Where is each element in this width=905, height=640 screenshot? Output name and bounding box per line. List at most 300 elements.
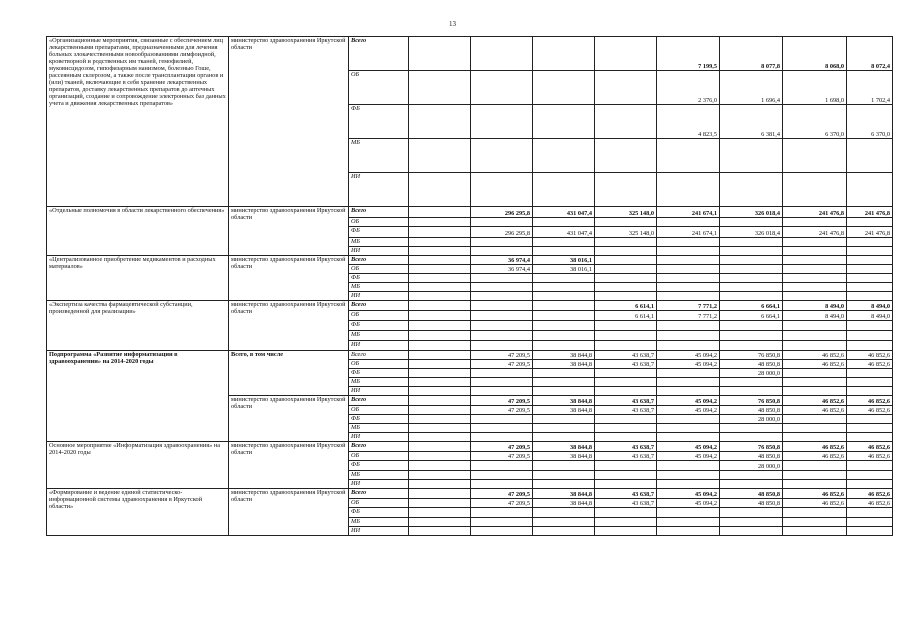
value-cell — [847, 508, 893, 518]
value-cell: 48 850,8 — [720, 360, 783, 369]
value-cell — [471, 387, 533, 396]
value-cell — [657, 218, 720, 227]
funding-table — [46, 36, 893, 536]
empty-cell — [409, 415, 471, 424]
funding-source: ОБ — [349, 452, 409, 461]
value-cell: 38 844,8 — [533, 442, 595, 452]
value-cell — [657, 256, 720, 265]
value-cell: 296 295,8 — [471, 227, 533, 238]
value-cell: 45 094,2 — [657, 406, 720, 415]
empty-cell — [409, 321, 471, 331]
value-cell — [847, 292, 893, 301]
value-cell — [595, 518, 657, 527]
table-row — [47, 207, 893, 218]
value-cell — [533, 238, 595, 247]
value-cell: 326 018,4 — [720, 207, 783, 218]
value-cell — [783, 218, 847, 227]
value-cell — [657, 265, 720, 274]
value-cell: 38 844,8 — [533, 351, 595, 360]
value-cell: 28 000,0 — [720, 369, 783, 378]
value-cell: 45 094,2 — [657, 396, 720, 406]
value-cell — [595, 292, 657, 301]
value-cell — [533, 311, 595, 321]
empty-cell — [409, 283, 471, 292]
value-cell — [783, 173, 847, 207]
funding-source: ФБ — [349, 508, 409, 518]
value-cell — [471, 433, 533, 442]
value-cell — [720, 331, 783, 341]
value-cell: 45 094,2 — [657, 489, 720, 499]
value-cell: 36 974,4 — [471, 256, 533, 265]
value-cell — [533, 387, 595, 396]
value-cell: 241 674,1 — [657, 227, 720, 238]
value-cell — [783, 527, 847, 536]
value-cell: 241 476,8 — [783, 207, 847, 218]
value-cell: 8 494,0 — [847, 311, 893, 321]
funding-source: ОБ — [349, 499, 409, 508]
value-cell — [533, 247, 595, 256]
value-cell: 6 381,4 — [720, 105, 783, 139]
value-cell — [847, 369, 893, 378]
value-cell — [657, 247, 720, 256]
value-cell — [657, 433, 720, 442]
value-cell: 8 494,0 — [783, 311, 847, 321]
empty-cell — [409, 71, 471, 105]
value-cell: 46 852,6 — [783, 499, 847, 508]
empty-cell — [409, 37, 471, 71]
value-cell — [720, 321, 783, 331]
value-cell — [471, 331, 533, 341]
empty-cell — [409, 274, 471, 283]
funding-source: ИИ — [349, 341, 409, 351]
value-cell: 45 094,2 — [657, 452, 720, 461]
funding-source: Всего — [349, 207, 409, 218]
value-cell: 47 209,5 — [471, 442, 533, 452]
value-cell — [595, 424, 657, 433]
value-cell — [720, 341, 783, 351]
funding-source: ФБ — [349, 105, 409, 139]
value-cell — [783, 274, 847, 283]
value-cell: 38 016,1 — [533, 265, 595, 274]
value-cell: 45 094,2 — [657, 442, 720, 452]
value-cell — [783, 292, 847, 301]
value-cell — [595, 369, 657, 378]
value-cell: 47 209,5 — [471, 396, 533, 406]
value-cell — [720, 378, 783, 387]
value-cell: 8 072,4 — [847, 37, 893, 71]
value-cell — [657, 527, 720, 536]
funding-source: ИИ — [349, 292, 409, 301]
value-cell: 43 638,7 — [595, 396, 657, 406]
empty-cell — [409, 360, 471, 369]
value-cell: 431 047,4 — [533, 207, 595, 218]
value-cell — [847, 461, 893, 471]
value-cell — [783, 139, 847, 173]
value-cell: 6 370,0 — [847, 105, 893, 139]
value-cell: 38 844,8 — [533, 489, 595, 499]
value-cell — [847, 173, 893, 207]
value-cell: 38 844,8 — [533, 406, 595, 415]
funding-source: ОБ — [349, 360, 409, 369]
empty-cell — [409, 442, 471, 452]
empty-cell — [409, 369, 471, 378]
funding-source: Всего — [349, 256, 409, 265]
value-cell: 43 638,7 — [595, 499, 657, 508]
funding-source: ОБ — [349, 265, 409, 274]
value-cell — [533, 378, 595, 387]
value-cell: 46 852,6 — [847, 396, 893, 406]
value-cell: 6 614,1 — [595, 301, 657, 311]
responsible-executor: министерство здравоохранения Иркутской области — [229, 301, 349, 351]
funding-source: ИИ — [349, 527, 409, 536]
value-cell — [595, 218, 657, 227]
funding-source: МБ — [349, 283, 409, 292]
value-cell: 46 852,6 — [783, 351, 847, 360]
value-cell — [533, 461, 595, 471]
funding-source: МБ — [349, 378, 409, 387]
value-cell: 8 494,0 — [783, 301, 847, 311]
value-cell: 46 852,6 — [847, 499, 893, 508]
value-cell: 7 771,2 — [657, 311, 720, 321]
value-cell: 325 148,0 — [595, 207, 657, 218]
funding-source: ФБ — [349, 321, 409, 331]
funding-source: МБ — [349, 518, 409, 527]
value-cell — [847, 341, 893, 351]
value-cell: 47 209,5 — [471, 489, 533, 499]
value-cell — [595, 461, 657, 471]
value-cell — [595, 508, 657, 518]
value-cell — [471, 71, 533, 105]
value-cell — [720, 527, 783, 536]
value-cell — [657, 508, 720, 518]
value-cell: 38 016,1 — [533, 256, 595, 265]
value-cell — [595, 238, 657, 247]
value-cell — [533, 321, 595, 331]
funding-source: Всего — [349, 351, 409, 360]
value-cell — [471, 369, 533, 378]
value-cell — [595, 37, 657, 71]
value-cell: 46 852,6 — [847, 442, 893, 452]
value-cell — [783, 369, 847, 378]
value-cell: 241 476,8 — [783, 227, 847, 238]
value-cell — [720, 173, 783, 207]
value-cell: 241 476,8 — [847, 207, 893, 218]
funding-source: МБ — [349, 331, 409, 341]
value-cell — [595, 173, 657, 207]
value-cell: 241 674,1 — [657, 207, 720, 218]
responsible-executor: министерство здравоохранения Иркутской области — [229, 396, 349, 442]
empty-cell — [409, 499, 471, 508]
funding-source: Всего — [349, 396, 409, 406]
value-cell — [783, 415, 847, 424]
empty-cell — [409, 471, 471, 480]
empty-cell — [409, 173, 471, 207]
value-cell — [657, 415, 720, 424]
value-cell — [720, 471, 783, 480]
value-cell — [533, 292, 595, 301]
value-cell — [471, 139, 533, 173]
value-cell — [657, 369, 720, 378]
value-cell — [783, 433, 847, 442]
funding-source: Всего — [349, 37, 409, 71]
responsible-executor: министерство здравоохранения Иркутской области — [229, 489, 349, 536]
value-cell — [595, 527, 657, 536]
value-cell — [657, 238, 720, 247]
value-cell: 6 664,1 — [720, 301, 783, 311]
table-row — [47, 256, 893, 265]
value-cell — [471, 283, 533, 292]
responsible-executor: Всего, в том числе — [229, 351, 349, 396]
value-cell — [657, 331, 720, 341]
value-cell — [533, 480, 595, 489]
empty-cell — [409, 207, 471, 218]
value-cell — [783, 471, 847, 480]
value-cell — [533, 218, 595, 227]
value-cell — [783, 238, 847, 247]
value-cell — [783, 378, 847, 387]
event-description: Подпрограмма «Развитие информатизации в здравоохранении» на 2014-2020 годы — [47, 351, 229, 442]
responsible-executor: министерство здравоохранения Иркутской области — [229, 37, 349, 207]
value-cell: 48 850,8 — [720, 489, 783, 499]
value-cell — [471, 274, 533, 283]
value-cell — [471, 292, 533, 301]
table-row — [47, 301, 893, 311]
value-cell — [847, 471, 893, 480]
empty-cell — [409, 238, 471, 247]
empty-cell — [409, 105, 471, 139]
value-cell — [847, 139, 893, 173]
value-cell — [595, 274, 657, 283]
responsible-executor: министерство здравоохранения Иркутской области — [229, 442, 349, 489]
value-cell — [847, 238, 893, 247]
value-cell: 1 696,4 — [720, 71, 783, 105]
value-cell: 43 638,7 — [595, 406, 657, 415]
value-cell — [595, 341, 657, 351]
funding-source: ОБ — [349, 406, 409, 415]
value-cell: 47 209,5 — [471, 499, 533, 508]
event-description: «Централизованное приобретение медикаментов и расходных материалов» — [47, 256, 229, 301]
value-cell: 48 850,8 — [720, 452, 783, 461]
value-cell — [471, 508, 533, 518]
empty-cell — [409, 341, 471, 351]
value-cell: 45 094,2 — [657, 499, 720, 508]
empty-cell — [409, 351, 471, 360]
value-cell — [657, 274, 720, 283]
value-cell — [533, 37, 595, 71]
empty-cell — [409, 433, 471, 442]
value-cell — [847, 433, 893, 442]
value-cell — [471, 301, 533, 311]
value-cell — [595, 265, 657, 274]
value-cell — [720, 218, 783, 227]
value-cell: 47 209,5 — [471, 351, 533, 360]
empty-cell — [409, 387, 471, 396]
value-cell: 326 018,4 — [720, 227, 783, 238]
value-cell: 76 850,8 — [720, 351, 783, 360]
value-cell — [720, 283, 783, 292]
funding-source: Всего — [349, 301, 409, 311]
value-cell — [533, 341, 595, 351]
empty-cell — [409, 424, 471, 433]
event-description: Основное мероприятие «Информатизация здравоохранения» на 2014-2020 годы — [47, 442, 229, 489]
value-cell — [471, 37, 533, 71]
value-cell — [533, 139, 595, 173]
funding-source: ИИ — [349, 173, 409, 207]
funding-source: ОБ — [349, 218, 409, 227]
value-cell: 431 047,4 — [533, 227, 595, 238]
value-cell — [657, 518, 720, 527]
value-cell — [595, 247, 657, 256]
value-cell: 38 844,8 — [533, 499, 595, 508]
value-cell: 46 852,6 — [783, 452, 847, 461]
value-cell — [847, 527, 893, 536]
value-cell: 6 614,1 — [595, 311, 657, 321]
value-cell — [783, 518, 847, 527]
value-cell: 76 850,8 — [720, 396, 783, 406]
funding-source: ОБ — [349, 71, 409, 105]
event-description: «Организационные мероприятия, связанные с обеспечением лиц лекарственными препаратами, предназначенными для лечения больных злокачественными новообразованиями лимфоидной, кроветворной и родственных им тканей, гемофилией, муковисцидозом, гипофизарным нанизмом, болезнью Гоше, рассеянным склерозом, а также после трансплантации органов и (или) тканей, включающие в себя хранение лекарственных препаратов, доставку лекарственных препаратов до аптечных организаций, создание и сопровождение электронных баз данных учета и движения лекарственных препаратов» — [47, 37, 229, 207]
value-cell — [657, 471, 720, 480]
empty-cell — [409, 265, 471, 274]
value-cell — [595, 331, 657, 341]
value-cell — [847, 424, 893, 433]
funding-source: ИИ — [349, 387, 409, 396]
funding-source: МБ — [349, 424, 409, 433]
empty-cell — [409, 508, 471, 518]
empty-cell — [409, 406, 471, 415]
table-row — [47, 442, 893, 452]
value-cell: 43 638,7 — [595, 452, 657, 461]
value-cell — [720, 508, 783, 518]
value-cell: 43 638,7 — [595, 351, 657, 360]
value-cell — [595, 378, 657, 387]
empty-cell — [409, 139, 471, 173]
value-cell — [720, 247, 783, 256]
value-cell — [533, 301, 595, 311]
value-cell — [471, 461, 533, 471]
value-cell — [533, 471, 595, 480]
value-cell — [595, 433, 657, 442]
event-description: «Экспертиза качества фармацевтической субстанции, произведенной для реализации» — [47, 301, 229, 351]
value-cell — [471, 518, 533, 527]
funding-source: ФБ — [349, 227, 409, 238]
value-cell — [595, 139, 657, 173]
value-cell: 43 638,7 — [595, 360, 657, 369]
value-cell — [783, 283, 847, 292]
value-cell — [471, 247, 533, 256]
value-cell — [847, 518, 893, 527]
value-cell — [657, 341, 720, 351]
value-cell — [595, 387, 657, 396]
value-cell — [657, 139, 720, 173]
value-cell — [783, 331, 847, 341]
value-cell — [847, 247, 893, 256]
value-cell — [533, 173, 595, 207]
funding-source: ИИ — [349, 247, 409, 256]
value-cell — [471, 480, 533, 489]
value-cell — [720, 387, 783, 396]
value-cell — [595, 415, 657, 424]
empty-cell — [409, 218, 471, 227]
funding-source: ФБ — [349, 461, 409, 471]
value-cell: 38 844,8 — [533, 452, 595, 461]
value-cell: 46 852,6 — [847, 351, 893, 360]
value-cell — [783, 341, 847, 351]
event-description: «Отдельные полномочия в области лекарственного обеспечения» — [47, 207, 229, 256]
funding-source: МБ — [349, 471, 409, 480]
value-cell — [471, 471, 533, 480]
value-cell — [847, 480, 893, 489]
funding-source: МБ — [349, 238, 409, 247]
empty-cell — [409, 311, 471, 321]
value-cell — [783, 461, 847, 471]
value-cell — [847, 331, 893, 341]
value-cell: 8 494,0 — [847, 301, 893, 311]
funding-source: ФБ — [349, 274, 409, 283]
empty-cell — [409, 378, 471, 387]
event-description: «Формирование и ведение единой статистическо-информационной системы здравоохранения в Иркутской области» — [47, 489, 229, 536]
value-cell — [533, 105, 595, 139]
value-cell — [783, 480, 847, 489]
value-cell: 8 077,8 — [720, 37, 783, 71]
empty-cell — [409, 461, 471, 471]
value-cell — [533, 274, 595, 283]
empty-cell — [409, 227, 471, 238]
table-row — [47, 37, 893, 71]
value-cell: 46 852,6 — [783, 442, 847, 452]
value-cell — [783, 247, 847, 256]
value-cell — [471, 341, 533, 351]
value-cell: 45 094,2 — [657, 351, 720, 360]
value-cell — [533, 415, 595, 424]
value-cell — [720, 518, 783, 527]
value-cell: 46 852,6 — [783, 406, 847, 415]
value-cell — [847, 283, 893, 292]
value-cell: 46 852,6 — [783, 396, 847, 406]
value-cell — [657, 321, 720, 331]
page-number: 13 — [449, 20, 456, 28]
value-cell — [595, 471, 657, 480]
value-cell — [847, 321, 893, 331]
responsible-executor: министерство здравоохранения Иркутской области — [229, 207, 349, 256]
empty-cell — [409, 452, 471, 461]
value-cell: 7 199,5 — [657, 37, 720, 71]
value-cell — [471, 311, 533, 321]
empty-cell — [409, 301, 471, 311]
value-cell — [657, 173, 720, 207]
value-cell: 28 000,0 — [720, 415, 783, 424]
empty-cell — [409, 480, 471, 489]
value-cell: 76 850,8 — [720, 442, 783, 452]
value-cell — [471, 321, 533, 331]
value-cell: 38 844,8 — [533, 396, 595, 406]
value-cell — [595, 105, 657, 139]
table-row — [47, 351, 893, 360]
value-cell — [533, 508, 595, 518]
value-cell — [657, 387, 720, 396]
value-cell — [471, 378, 533, 387]
value-cell — [720, 265, 783, 274]
value-cell — [657, 424, 720, 433]
value-cell — [847, 387, 893, 396]
value-cell — [471, 173, 533, 207]
value-cell — [720, 139, 783, 173]
value-cell: 241 476,8 — [847, 227, 893, 238]
value-cell — [720, 292, 783, 301]
empty-cell — [409, 256, 471, 265]
value-cell: 43 638,7 — [595, 442, 657, 452]
value-cell — [595, 71, 657, 105]
